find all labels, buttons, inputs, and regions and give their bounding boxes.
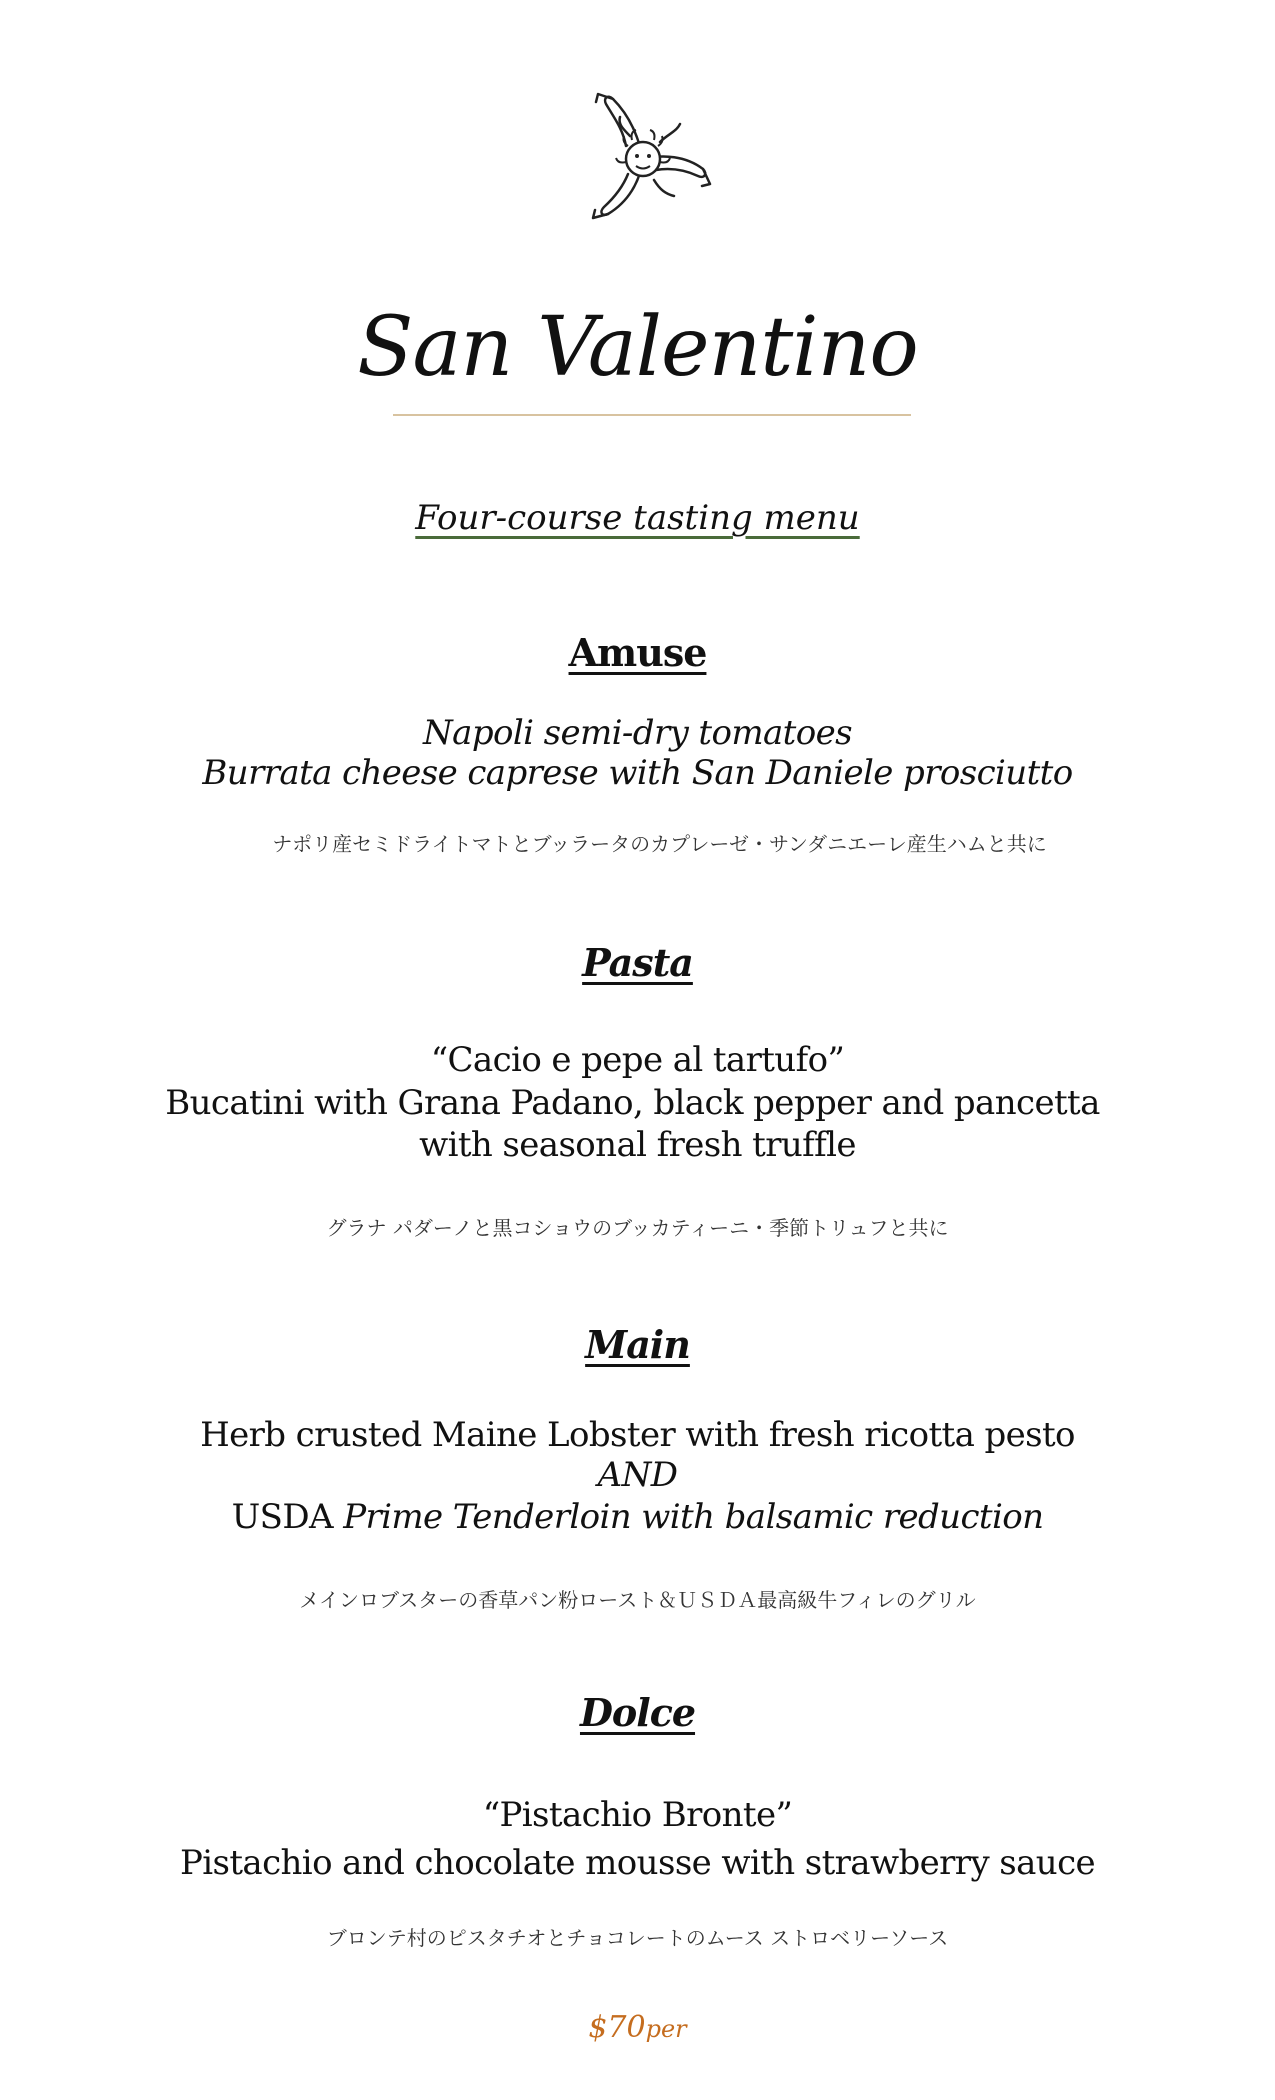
dolce-japanese: ブロンテ村のピスタチオとチョコレートのムース ストロベリーソース: [326, 1926, 949, 1950]
pasta-line-1: “Cacio e pepe al tartufo”: [430, 1040, 845, 1080]
course-heading-amuse: Amuse: [568, 630, 707, 675]
course-heading-pasta: Pasta: [582, 940, 693, 985]
main-japanese: メインロブスターの香草パン粉ロースト＆ＵＳＤＡ最高級牛フィレのグリル: [299, 1588, 976, 1612]
price-unit: per: [645, 2015, 687, 2043]
main-line-1: Herb crusted Maine Lobster with fresh ricotta pesto: [200, 1415, 1075, 1455]
pasta-line-3: with seasonal fresh truffle: [419, 1125, 856, 1165]
main-line-3: [0, 1497, 1275, 1537]
course-heading-main: Main: [585, 1322, 690, 1367]
dolce-line-1: “Pistachio Bronte”: [482, 1795, 793, 1835]
course-heading-dolce: Dolce: [579, 1690, 696, 1735]
main-tenderloin: Prime Tenderloin with balsamic reduction: [343, 1497, 1044, 1537]
title-divider: [393, 414, 911, 416]
main-usda: USDA: [231, 1497, 333, 1537]
pasta-line-2: Bucatini with Grana Padano, black pepper and pancetta: [165, 1083, 1100, 1123]
amuse-line-1: Napoli semi-dry tomatoes: [423, 713, 852, 753]
amuse-japanese: ナポリ産セミドライトマトとブッラータのカプレーゼ・サンダニエーレ産生ハムと共に: [272, 832, 1047, 856]
menu-subtitle: Four-course tasting menu: [415, 498, 860, 538]
amuse-line-2: Burrata cheese caprese with San Daniele prosciutto: [202, 753, 1073, 793]
pasta-japanese: グラナ パダーノと黒コショウのブッカティーニ・季節トリュフと共に: [326, 1216, 949, 1240]
trinacria-logo-icon: [568, 84, 718, 234]
dolce-line-2: Pistachio and chocolate mousse with strawberry sauce: [179, 1843, 1096, 1883]
menu-price: [0, 2010, 1275, 2045]
price-amount: $70: [588, 2010, 646, 2045]
menu-title: San Valentino: [357, 300, 918, 395]
main-and: AND: [597, 1455, 678, 1495]
